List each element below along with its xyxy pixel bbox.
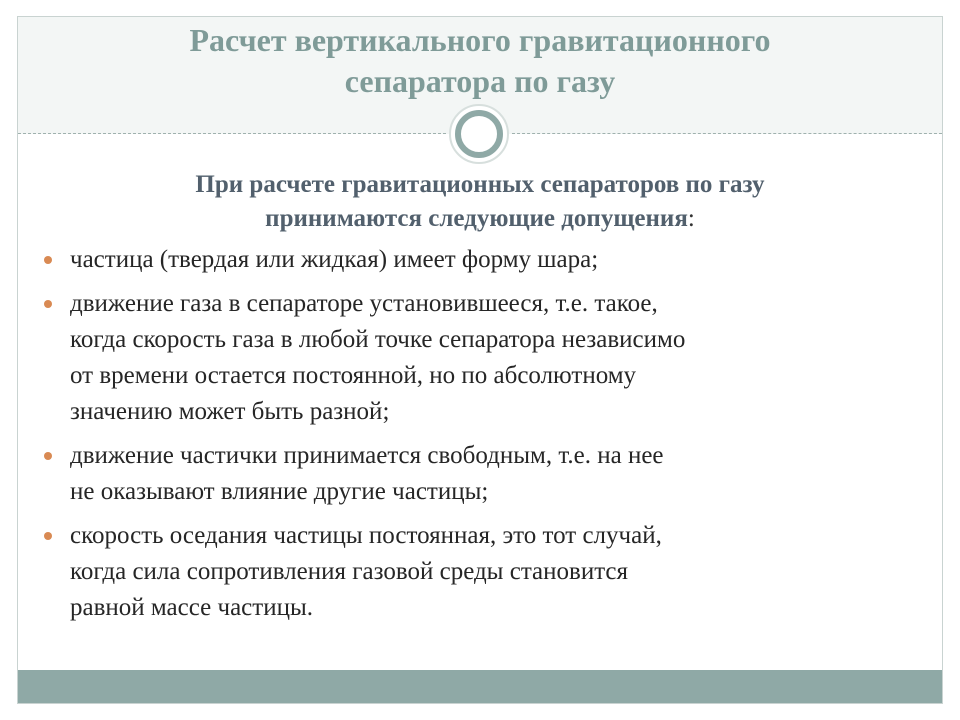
list-item-line: значению может быть разной; (70, 398, 390, 425)
slide-title-line-2: сепаратора по газу (344, 63, 616, 99)
slide-title (18, 20, 942, 102)
title-divider-left (18, 133, 446, 134)
list-item (40, 438, 920, 510)
list-item-line: движение газа в сепараторе установившееся, т.е. такое, (70, 290, 658, 317)
title-divider-right (512, 133, 942, 134)
list-item-line: частица (твердая или жидкая) имеет форму шара; (70, 246, 599, 273)
list-item (40, 242, 920, 278)
list-item (40, 518, 920, 626)
list-item-line: движение частички принимается свободным, т.е. на нее (70, 442, 664, 469)
bullet-dot-icon (44, 532, 52, 540)
assumptions-list (40, 242, 920, 626)
list-item-line: от времени остается постоянной, но по абсолютному (70, 362, 637, 389)
intro-line-2: принимаются следующие допущения (265, 205, 688, 232)
bullet-dot-icon (44, 300, 52, 308)
list-item (40, 286, 920, 430)
list-item-line: скорость оседания частицы постоянная, это тот случай, (70, 522, 662, 549)
footer-bar (18, 670, 942, 703)
bullet-dot-icon (44, 256, 52, 264)
intro-text (40, 168, 920, 236)
slide-title-line-1: Расчет вертикального гравитационного (189, 22, 771, 58)
list-item-line: когда сила сопротивления газовой среды становится (70, 558, 629, 585)
ring-ornament-icon (447, 102, 511, 166)
list-item-line: не оказывают влияние другие частицы; (70, 478, 489, 505)
bullet-dot-icon (44, 452, 52, 460)
intro-line-1: При расчете гравитационных сепараторов по газу (195, 171, 765, 198)
slide-content (40, 168, 920, 634)
intro-colon: : (687, 205, 695, 232)
list-item-line: равной массе частицы. (70, 594, 313, 621)
list-item-line: когда скорость газа в любой точке сепаратора независимо (70, 326, 686, 353)
